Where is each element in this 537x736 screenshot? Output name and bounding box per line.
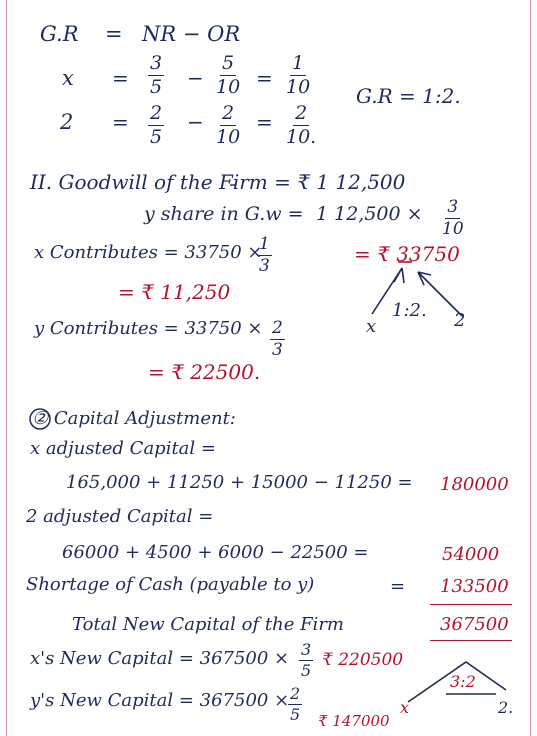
arrow-to-total-right — [418, 272, 462, 316]
contrib-diagram-left: x — [366, 316, 377, 337]
gr-label: G.R — [40, 22, 79, 46]
y-contrib-label: y Contributes = 33750 × — [34, 318, 263, 339]
y-contrib-result: = ₹ 22500. — [148, 360, 261, 384]
contrib-diagram-ratio: 1:2. — [392, 300, 427, 321]
z-row-eq: = — [112, 110, 129, 134]
x-row-label: x — [62, 66, 74, 90]
y-new-capital-result: ₹ 147000 — [318, 712, 390, 730]
goodwill-share-total: = ₹ 33750 — [354, 242, 460, 266]
y-share-fraction: $\frac{3}{10}$ — [442, 197, 464, 239]
z-row-fraction-b: $\frac{2}{10}$ — [216, 102, 241, 148]
x-row-eq2: = — [256, 66, 273, 90]
gain-ratio: G.R = 1:2. — [356, 84, 461, 108]
arrow-to-total-left — [372, 268, 404, 314]
y-contrib-fraction: $\frac{2}{3}$ — [272, 318, 283, 360]
y-new-capital-fraction: $\frac{2}{5}$ — [290, 684, 301, 724]
x-new-capital-result: ₹ 220500 — [322, 650, 404, 670]
z-row-fraction-a: $\frac{2}{5}$ — [150, 102, 163, 148]
z-row-result: $\frac{2}{10.}$ — [286, 102, 317, 148]
gr-eq: = — [105, 22, 123, 46]
x-contrib-fraction: $\frac{1}{3}$ — [259, 234, 270, 276]
new-ratio-diagram-label: 3:2 — [450, 672, 476, 691]
y-share-expr: 1 12,500 × — [316, 203, 423, 225]
new-ratio-diagram-left: x — [400, 698, 410, 717]
z-adjusted-value: 54000 — [442, 544, 500, 565]
y-share-label: y share in G.w = — [144, 203, 304, 225]
y-new-capital-label: y's New Capital = 367500 × — [30, 690, 290, 711]
x-new-capital-fraction: $\frac{3}{5}$ — [301, 640, 312, 680]
capital-heading: ② Capital Adjustment: — [32, 408, 236, 429]
shortage-label: Shortage of Cash (payable to y) — [26, 574, 315, 595]
new-ratio-diagram-right: 2. — [498, 698, 514, 717]
x-row-result: $\frac{1}{10}$ — [286, 52, 311, 98]
section-two-circle — [30, 409, 50, 429]
x-row-eq: = — [112, 66, 129, 90]
total-capital-label: Total New Capital of the Firm — [72, 614, 344, 635]
gr-formula: NR − OR — [142, 22, 241, 46]
x-contrib-result: = ₹ 11,250 — [118, 280, 231, 304]
x-contrib-label: x Contributes = 33750 × — [34, 242, 263, 263]
z-adjusted-expr: 66000 + 4500 + 6000 − 22500 = — [62, 542, 369, 563]
x-adjusted-value: 180000 — [440, 474, 509, 495]
x-new-capital-label: x's New Capital = 367500 × — [30, 648, 290, 669]
new-ratio-diagram-strokes — [408, 662, 506, 702]
total-capital-value: 367500 — [440, 614, 509, 635]
x-row-minus: − — [187, 66, 204, 90]
goodwill-heading: II. Goodwill of the Firm = ₹ 1 12,500 — [30, 170, 406, 194]
z-row-label: 2 — [60, 110, 74, 134]
x-adjusted-label: x adjusted Capital = — [30, 438, 216, 459]
x-row-fraction-b: $\frac{5}{10}$ — [216, 52, 241, 98]
x-row-fraction-a: $\frac{3}{5}$ — [150, 52, 163, 98]
contrib-diagram-right: 2 — [454, 310, 466, 331]
z-row-minus: − — [187, 110, 204, 134]
x-adjusted-expr: 165,000 + 11250 + 15000 − 11250 = — [66, 472, 413, 493]
z-adjusted-label: 2 adjusted Capital = — [26, 506, 214, 527]
z-row-eq2: = — [256, 110, 273, 134]
shortage-value: 133500 — [440, 576, 509, 597]
shortage-eq: = — [390, 576, 406, 597]
